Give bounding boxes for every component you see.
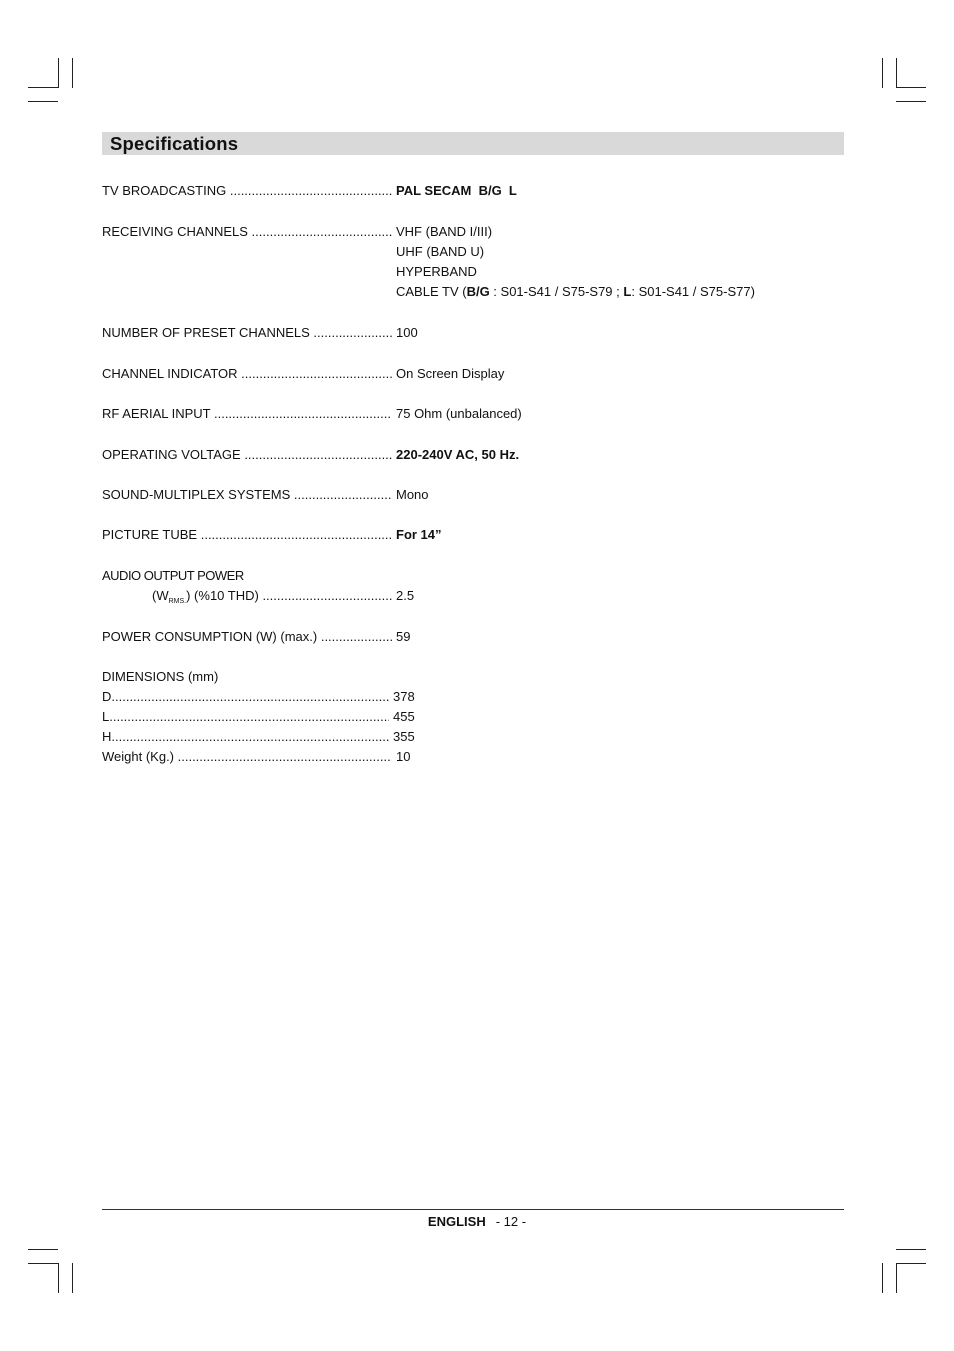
page-title: Specifications bbox=[110, 133, 239, 154]
spec-preset-channels bbox=[102, 323, 862, 343]
spec-value: 10 bbox=[396, 749, 411, 764]
section-title-bar bbox=[102, 132, 844, 155]
spec-value: On Screen Display bbox=[396, 366, 505, 381]
spec-label: OPERATING VOLTAGE ..... bbox=[102, 445, 392, 465]
spec-value: UHF (BAND U) bbox=[396, 244, 485, 259]
cable-end: : S01-S41 / S75-S77) bbox=[631, 284, 755, 299]
spec-operating-voltage bbox=[102, 445, 862, 465]
cable-prefix: CABLE TV ( bbox=[396, 284, 467, 299]
spec-value: 355 bbox=[393, 729, 415, 744]
unit-open: (W bbox=[152, 588, 169, 603]
cable-l: L bbox=[623, 284, 632, 299]
crop-mark bbox=[58, 1263, 59, 1293]
crop-mark bbox=[28, 1263, 58, 1264]
spec-rf-aerial-input bbox=[102, 404, 862, 424]
spec-value: 100 bbox=[396, 325, 418, 340]
spec-label: SOUND-MULTIPLEX SYSTEMS ..... bbox=[102, 485, 392, 505]
crop-mark bbox=[896, 58, 897, 88]
crop-mark bbox=[72, 58, 73, 88]
spec-label: CHANNEL INDICATOR ..... bbox=[102, 364, 392, 384]
crop-mark bbox=[72, 1263, 73, 1293]
spec-value: 455 bbox=[393, 709, 415, 724]
crop-mark bbox=[882, 58, 883, 88]
spec-value: PAL SECAM B/G L bbox=[396, 183, 517, 198]
crop-mark bbox=[28, 101, 58, 102]
crop-mark bbox=[882, 1263, 883, 1293]
spec-label bbox=[152, 586, 392, 612]
crop-mark bbox=[28, 87, 58, 88]
crop-mark bbox=[896, 87, 926, 88]
spec-value: 59 bbox=[396, 629, 411, 644]
crop-mark bbox=[28, 1249, 58, 1250]
crop-mark bbox=[58, 58, 59, 88]
spec-value: HYPERBAND bbox=[396, 264, 477, 279]
crop-mark bbox=[896, 1263, 897, 1293]
spec-value: 75 Ohm (unbalanced) bbox=[396, 406, 522, 421]
page-footer bbox=[0, 1214, 954, 1229]
spec-tv-broadcasting bbox=[102, 181, 862, 201]
crop-mark bbox=[896, 1249, 926, 1250]
spec-dimensions bbox=[102, 667, 862, 767]
spec-label: Weight (Kg.) ..... bbox=[102, 747, 392, 767]
footer-language: ENGLISH bbox=[427, 1214, 486, 1229]
spec-label: D ..... bbox=[102, 687, 389, 707]
spec-value: VHF (BAND I/III) bbox=[396, 224, 493, 239]
spec-sound-multiplex bbox=[102, 485, 862, 505]
spec-label: POWER CONSUMPTION (W) (max.) ..... bbox=[102, 627, 392, 647]
spec-picture-tube bbox=[102, 525, 862, 545]
spec-receiving-channels bbox=[102, 222, 862, 302]
spec-label: H ..... bbox=[102, 727, 389, 747]
footer-rule bbox=[102, 1209, 844, 1210]
cable-mid: : S01-S41 / S75-S79 ; bbox=[489, 284, 624, 299]
spec-heading: AUDIO OUTPUT POWER bbox=[102, 568, 244, 583]
spec-power-consumption bbox=[102, 627, 862, 647]
unit-close: ) (%10 THD) bbox=[186, 588, 259, 603]
cable-bg: B/G bbox=[466, 284, 490, 299]
crop-mark bbox=[896, 1263, 926, 1264]
spec-label: NUMBER OF PRESET CHANNELS ..... bbox=[102, 323, 392, 343]
spec-value: 220-240V AC, 50 Hz. bbox=[396, 447, 520, 462]
page-number: - 12 - bbox=[495, 1214, 527, 1229]
spec-value: 2.5 bbox=[396, 588, 415, 603]
crop-mark bbox=[896, 101, 926, 102]
spec-heading: DIMENSIONS (mm) bbox=[102, 669, 219, 684]
spec-value: Mono bbox=[396, 487, 429, 502]
spec-value: For 14” bbox=[396, 527, 442, 542]
spec-label: L ..... bbox=[102, 707, 389, 727]
spec-label: RF AERIAL INPUT ..... bbox=[102, 404, 392, 424]
spec-label: PICTURE TUBE ..... bbox=[102, 525, 392, 545]
unit-sub: RMS. bbox=[168, 598, 187, 605]
spec-audio-output bbox=[102, 566, 862, 606]
spec-channel-indicator bbox=[102, 364, 862, 384]
spec-label: TV BROADCASTING ..... bbox=[102, 181, 392, 201]
spec-value-cable bbox=[396, 282, 755, 302]
spec-label: RECEIVING CHANNELS ..... bbox=[102, 222, 392, 242]
spec-value: 378 bbox=[393, 689, 415, 704]
